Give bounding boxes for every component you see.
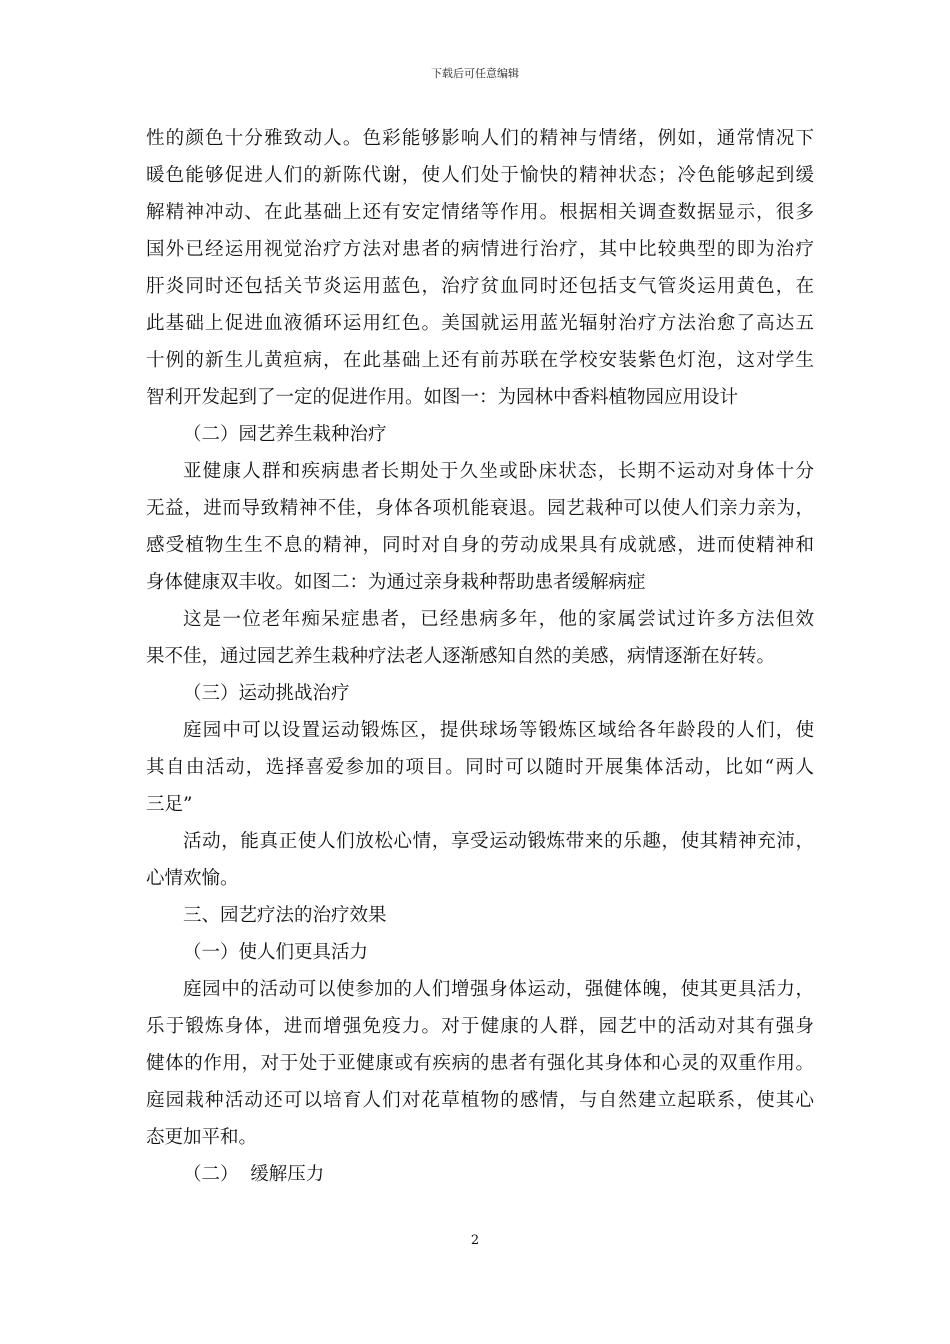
section-heading: 三、园艺疗法的治疗效果: [183, 905, 387, 926]
text-line: 果不佳，通过园艺养生栽种疗法老人逐渐感知自然的美感，病情逐渐在好转。: [146, 646, 776, 667]
text-line: 庭园栽种活动还可以培育人们对花草植物的感情，与自然建立起联系，使其心: [146, 1090, 814, 1111]
text-line: 态更加平和。: [146, 1127, 258, 1148]
page-number: 2: [470, 1233, 480, 1248]
text-line: 性的颜色十分雅致动人。色彩能够影响人们的精神与情绪，例如，通常情况下: [146, 128, 814, 149]
document-body: [146, 120, 814, 1193]
text-line: 庭园中的活动可以使参加的人们增强身体运动，强健体魄，使其更具活力，: [183, 979, 814, 1000]
section-heading: （一）使人们更具活力: [183, 942, 369, 963]
text-line: 活动，能真正使人们放松心情，享受运动锻炼带来的乐趣，使其精神充沛，: [183, 831, 814, 852]
text-line: 身体健康双丰收。如图二：为通过亲身栽种帮助患者缓解病症: [146, 572, 646, 593]
text-line: 亚健康人群和疾病患者长期处于久坐或卧床状态，长期不运动对身体十分: [183, 461, 814, 482]
text-line: 智利开发起到了一定的促进作用。如图一：为园林中香料植物园应用设计: [146, 387, 739, 408]
text-line: 庭园中可以设置运动锻炼区，提供球场等锻炼区域给各年龄段的人们，使: [183, 720, 814, 741]
text-line: 肝炎同时还包括关节炎运用蓝色，治疗贫血同时还包括支气管炎运用黄色，在: [146, 276, 814, 297]
text-line: 无益，进而导致精神不佳，身体各项机能衰退。园艺栽种可以使人们亲力亲为，: [146, 498, 814, 519]
text-line: 这是一位老年痴呆症患者，已经患病多年，他的家属尝试过许多方法但效: [183, 609, 814, 630]
text-line: 心情欢愉。: [146, 868, 239, 889]
section-heading: （二） 缓解压力: [183, 1164, 325, 1185]
text-line: 此基础上促进血液循环运用红色。美国就运用蓝光辐射治疗方法治愈了高达五: [146, 313, 814, 334]
text-line: 暖色能够促进人们的新陈代谢，使人们处于愉快的精神状态；冷色能够起到缓: [146, 165, 814, 186]
text-line: 其自由活动，选择喜爱参加的项目。同时可以随时开展集体活动，比如“两人: [146, 757, 814, 778]
text-line: 健体的作用，对于处于亚健康或有疾病的患者有强化其身体和心灵的双重作用。: [146, 1053, 814, 1074]
page-header: 下载后可任意编辑: [431, 67, 519, 80]
text-line: 国外已经运用视觉治疗方法对患者的病情进行治疗，其中比较典型的即为治疗: [146, 239, 814, 260]
text-line: 解精神冲动、在此基础上还有安定情绪等作用。根据相关调查数据显示，很多: [146, 202, 814, 223]
section-heading: （二）园艺养生栽种治疗: [183, 424, 387, 445]
section-heading: （三）运动挑战治疗: [183, 683, 350, 704]
text-line: 三足”: [146, 794, 193, 815]
text-line: 感受植物生生不息的精神，同时对自身的劳动成果具有成就感，进而使精神和: [146, 535, 814, 556]
text-line: 十例的新生儿黄疸病，在此基础上还有前苏联在学校安装紫色灯泡，这对学生: [146, 350, 814, 371]
text-line: 乐于锻炼身体，进而增强免疫力。对于健康的人群，园艺中的活动对其有强身: [146, 1016, 814, 1037]
